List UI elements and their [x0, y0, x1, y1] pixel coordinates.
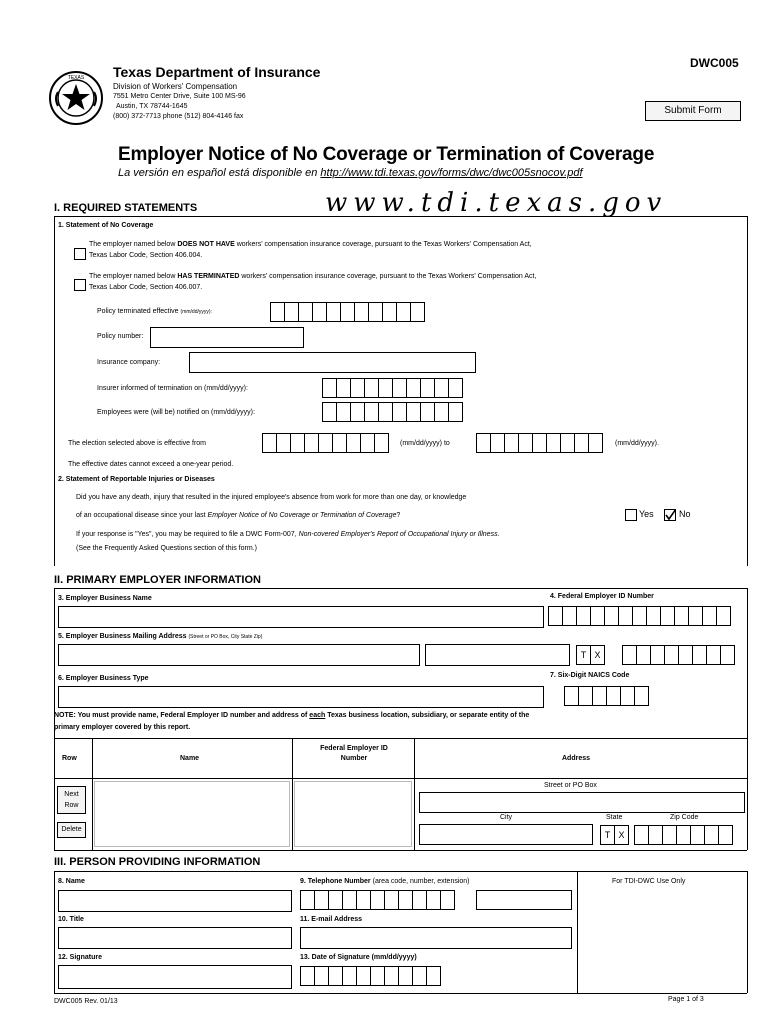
- field-8-label: 8. Name: [58, 878, 85, 885]
- injury-yes-checkbox[interactable]: [625, 509, 637, 521]
- page-number: Page 1 of 3: [668, 996, 704, 1003]
- field-5-label: [58, 633, 262, 640]
- field-12-label: 12. Signature: [58, 954, 102, 961]
- person-name-input[interactable]: [58, 890, 292, 912]
- opt2-text-b: HAS TERMINATED: [177, 273, 240, 280]
- checkmark-icon: [664, 509, 676, 521]
- table-header-rule: [54, 778, 747, 779]
- tdi-seal: [48, 70, 104, 126]
- federal-employer-id-input[interactable]: [548, 606, 731, 626]
- field-7-label: 7. Six-Digit NAICS Code: [550, 672, 630, 679]
- field-13-label: 13. Date of Signature (mm/dd/yyyy): [300, 954, 417, 961]
- election-label: The election selected above is effective from: [68, 440, 207, 447]
- section-2-top-rule: [54, 588, 747, 589]
- note1-text-b: Non-covered Employer's Report of Occupational Injury or Illness.: [298, 531, 500, 538]
- injury-yes-label: Yes: [639, 509, 654, 519]
- office-use-divider: [577, 871, 578, 993]
- terminated-text-2: Texas Labor Code, Section 406.007.: [89, 284, 203, 291]
- note-text-each: each: [309, 712, 326, 719]
- q2-text-c: ?: [396, 512, 401, 519]
- terminated-coverage-checkbox[interactable]: [74, 279, 86, 291]
- mailing-state-input[interactable]: [576, 645, 605, 665]
- person-title-input[interactable]: [58, 927, 292, 949]
- row-fein-input[interactable]: [294, 781, 412, 847]
- election-to-label: (mm/dd/yyyy) to: [400, 440, 450, 447]
- city-label: City: [500, 814, 513, 821]
- field-11-label: 11. E-mail Address: [300, 916, 362, 923]
- section-1-right-border: [747, 216, 748, 566]
- mailing-zip-input[interactable]: [622, 645, 735, 665]
- f9-label-text: 9. Telephone Number: [300, 878, 371, 885]
- location-street-input[interactable]: [419, 792, 745, 813]
- field-10-label: 10. Title: [58, 916, 84, 923]
- injury-question-line-2: [76, 512, 400, 519]
- injury-no-checkbox[interactable]: [664, 509, 676, 521]
- state-x: X: [590, 645, 605, 665]
- col-header-row: Row: [62, 755, 77, 762]
- telephone-extension-input[interactable]: [476, 890, 572, 910]
- spanish-url-link[interactable]: http://www.tdi.texas.gov/forms/dwc/dwc005snocov.pdf: [320, 167, 583, 179]
- field-4-label: 4. Federal Employer ID Number: [550, 593, 654, 600]
- address-line-1: 7551 Metro Center Drive, Suite 100 MS-96: [113, 93, 246, 100]
- state-label: State: [606, 814, 623, 821]
- spanish-prefix: La versión en español está disponible en: [118, 167, 321, 179]
- next-row-text-2: Row: [64, 802, 79, 809]
- table-col-1: [92, 738, 93, 850]
- table-top-rule: [54, 738, 747, 739]
- note-text-a: NOTE: You must provide name, Federal Employer ID number and address of: [54, 712, 310, 719]
- signature-date-input[interactable]: [300, 966, 441, 986]
- policy-term-format: (mm/dd/yyyy):: [180, 309, 212, 315]
- form-007-note-1: [76, 531, 500, 538]
- no-coverage-text-2: Texas Labor Code, Section 406.004.: [89, 252, 203, 259]
- insurer-informed-date-input[interactable]: [322, 378, 463, 398]
- location-note-2: primary employer covered by this report.: [54, 724, 191, 731]
- employees-notified-date-input[interactable]: [322, 402, 463, 422]
- division-name: Division of Workers' Compensation: [113, 82, 238, 91]
- table-col-3: [414, 738, 415, 850]
- policy-term-label: [97, 308, 212, 315]
- loc-state-x: X: [614, 825, 629, 845]
- mailing-city-input[interactable]: [425, 644, 570, 666]
- opt2-text-c: workers' compensation insurance coverage, pursuant to the Texas Workers' Compensation Act,: [239, 273, 537, 280]
- policy-term-text: Policy terminated effective: [97, 308, 179, 315]
- injury-no-label: No: [679, 509, 691, 519]
- location-city-input[interactable]: [419, 824, 593, 845]
- no-coverage-checkbox[interactable]: [74, 248, 86, 260]
- insurer-informed-label: Insurer informed of termination on (mm/dd/yyyy):: [97, 385, 248, 392]
- item-2-title: 2. Statement of Reportable Injuries or Diseases: [58, 476, 215, 483]
- section-2-heading: II. PRIMARY EMPLOYER INFORMATION: [54, 574, 261, 586]
- submit-form-button[interactable]: Submit Form: [645, 101, 741, 121]
- injury-question-line-1: Did you have any death, injury that resulted in the injured employee's absence from work for more than one day, or knowledge: [76, 494, 467, 501]
- opt1-text-c: workers' compensation insurance coverage, pursuant to the Texas Workers' Compensation Act,: [234, 241, 532, 248]
- terminated-text: [89, 273, 536, 280]
- f9-hint: (area code, number, extension): [372, 878, 470, 885]
- col-header-address: Address: [562, 755, 591, 762]
- opt1-text-a: The employer named below: [89, 241, 178, 248]
- no-coverage-text: [89, 241, 532, 248]
- section-3-bottom-rule: [54, 993, 747, 994]
- section-1-left-border: [54, 216, 55, 566]
- form-code: DWC005: [690, 56, 739, 70]
- location-note: [54, 712, 529, 719]
- next-row-text-1: Next: [64, 791, 79, 798]
- one-year-note: The effective dates cannot exceed a one-year period.: [68, 461, 234, 468]
- section-2-right-border: [747, 588, 748, 850]
- seal-text: TEXAS: [67, 75, 85, 81]
- opt2-text-a: The employer named below: [89, 273, 178, 280]
- note1-text-a: If your response is "Yes", you may be required to file a DWC Form-007,: [76, 531, 299, 538]
- field-6-label: 6. Employer Business Type: [58, 675, 149, 682]
- insurance-company-input[interactable]: [189, 352, 476, 373]
- q2-text-b: Employer Notice of No Coverage or Termination of Coverage: [207, 512, 397, 519]
- agency-name: Texas Department of Insurance: [113, 64, 321, 80]
- email-address-input[interactable]: [300, 927, 572, 949]
- handwritten-url: www.tdi.texas.gov: [325, 188, 668, 218]
- delete-row-button[interactable]: Delete: [57, 822, 86, 838]
- policy-term-date-input[interactable]: [270, 302, 425, 322]
- field-3-label: 3. Employer Business Name: [58, 595, 152, 602]
- spanish-version: [118, 167, 583, 179]
- location-state-input[interactable]: [600, 825, 629, 845]
- item-1-title: 1. Statement of No Coverage: [58, 222, 154, 229]
- f5-hint: (Street or PO Box, City State Zip): [188, 634, 263, 640]
- note-text-b: Texas business location, subsidiary, or separate entity of the: [325, 712, 530, 719]
- section-1-heading: I. REQUIRED STATEMENTS: [54, 202, 198, 214]
- phone-line: (800) 372-7713 phone (512) 804-4146 fax: [113, 113, 244, 120]
- col-header-fein-2: Number: [340, 755, 368, 762]
- employer-business-name-input[interactable]: [58, 606, 544, 628]
- mailing-street-input[interactable]: [58, 644, 420, 666]
- address-line-2: Austin, TX 78744-1645: [116, 103, 188, 110]
- q2-text-a: of an occupational disease since your last: [76, 512, 208, 519]
- field-9-label: [300, 878, 470, 885]
- employees-notified-label: Employees were (will be) notified on (mm/dd/yyyy):: [97, 409, 255, 416]
- section-2-left-border: [54, 588, 55, 850]
- election-to-date-input[interactable]: [476, 433, 603, 453]
- section-2-bottom-rule: [54, 850, 747, 851]
- zip-label: Zip Code: [670, 814, 699, 821]
- section-3-heading: III. PERSON PROVIDING INFORMATION: [54, 856, 261, 868]
- form-007-note-2: (See the Frequently Asked Questions section of this form.): [76, 545, 257, 552]
- section-3-right-border: [747, 871, 748, 993]
- state-t: T: [576, 645, 591, 665]
- naics-code-input[interactable]: [564, 686, 649, 706]
- f5-label-text: 5. Employer Business Mailing Address: [58, 633, 187, 640]
- col-header-name: Name: [180, 755, 200, 762]
- policy-number-input[interactable]: [150, 327, 304, 348]
- table-col-2: [292, 738, 293, 850]
- telephone-number-input[interactable]: [300, 890, 455, 910]
- section-1-rule: [54, 216, 747, 217]
- form-title: Employer Notice of No Coverage or Termination of Coverage: [118, 144, 655, 165]
- form-revision: DWC005 Rev. 01/13: [54, 998, 118, 1005]
- policy-number-label: Policy number:: [97, 333, 144, 340]
- opt1-text-b: DOES NOT HAVE: [177, 241, 235, 248]
- employer-business-type-input[interactable]: [58, 686, 544, 708]
- signature-input[interactable]: [58, 965, 292, 989]
- election-end-label: (mm/dd/yyyy).: [615, 440, 659, 447]
- street-label: Street or PO Box: [544, 782, 597, 789]
- office-use-label: For TDI-DWC Use Only: [612, 878, 686, 885]
- row-name-input[interactable]: [94, 781, 290, 847]
- location-zip-input[interactable]: [634, 825, 733, 845]
- next-row-button[interactable]: [57, 786, 86, 814]
- insurance-company-label: Insurance company:: [97, 359, 161, 366]
- election-from-date-input[interactable]: [262, 433, 389, 453]
- section-3-top-rule: [54, 871, 747, 872]
- loc-state-t: T: [600, 825, 615, 845]
- section-3-left-border: [54, 871, 55, 993]
- col-header-fein-1: Federal Employer ID: [320, 745, 388, 752]
